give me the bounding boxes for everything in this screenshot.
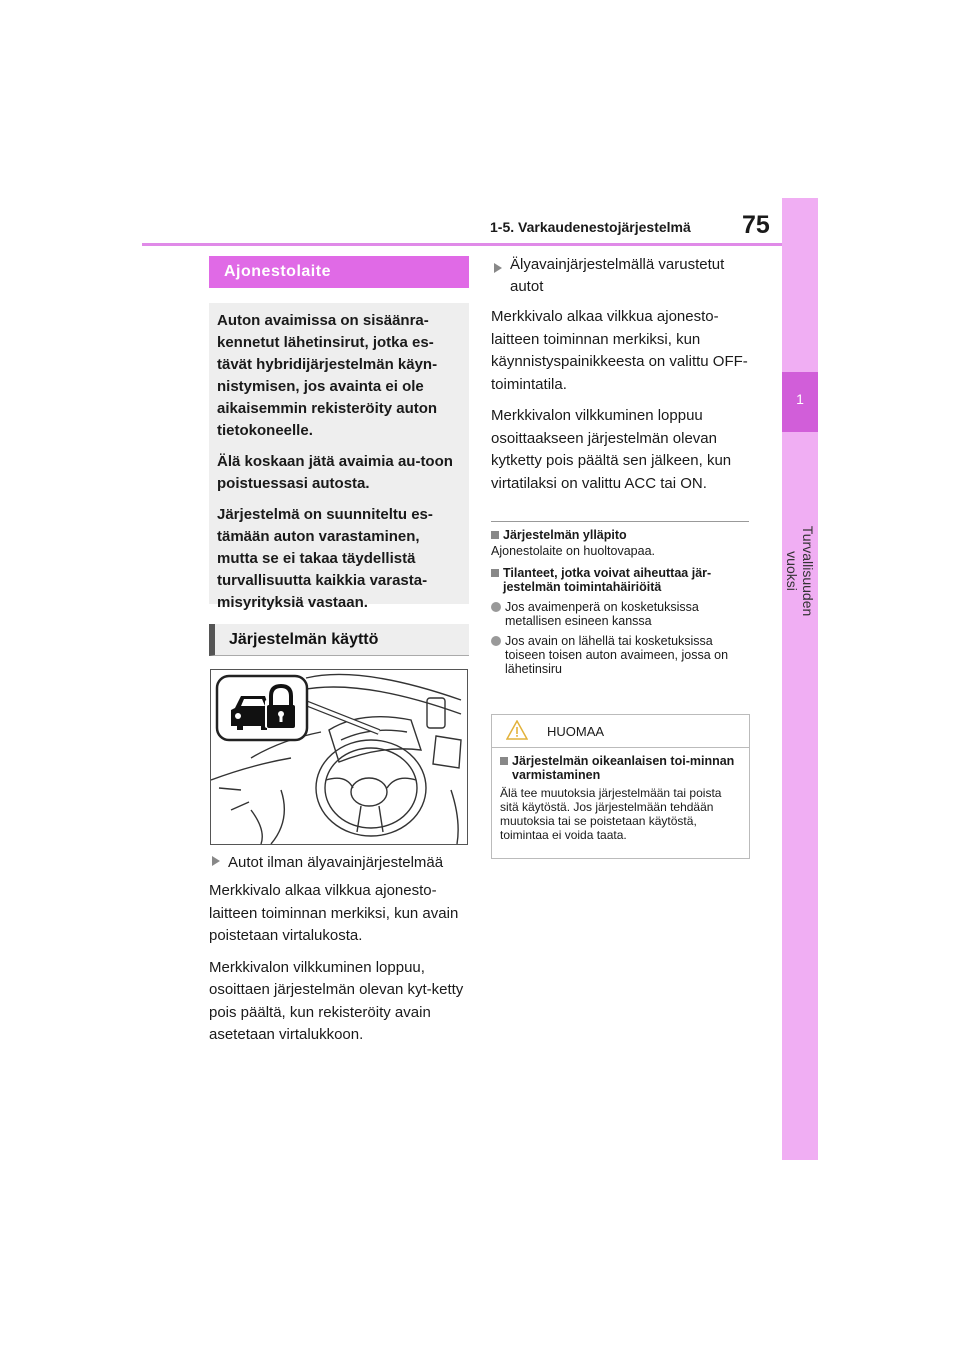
caution-heading: Järjestelmän oikeanlaisen toi-minnan varmistaminen <box>500 754 741 782</box>
note-heading-maintenance: Järjestelmän ylläpito <box>491 528 753 542</box>
caution-box <box>491 714 750 859</box>
section-header-immobilizer: Ajonestolaite <box>209 256 469 288</box>
notes-section <box>491 528 753 682</box>
note-heading-malfunction: Tilanteet, jotka voivat aiheuttaa jär-jestelmän toimintahäiriöitä <box>491 566 753 594</box>
left-column-text <box>209 852 471 1056</box>
body-paragraph: Merkkivalon vilkkuminen loppuu osoittaakseen järjestelmän olevan kytketty pois päältä sen jälkeen, kun virtatilaksi on valittu ACC tai ON. <box>491 407 732 492</box>
note-text: Ajonestolaite on huoltovapaa. <box>491 544 656 558</box>
intro-paragraph: Järjestelmä on suunniteltu es-tämään auton varastaminen, mutta se ei takaa täydellistä turvallisuutta kaikkia varasta-misyrityksiä vastaan. <box>217 506 433 611</box>
bullet-label: Älyavainjärjestelmällä varustetut autot <box>510 256 725 295</box>
side-tab-label: Turvallisuuden vuoksi <box>784 525 816 617</box>
circle-bullet-icon <box>491 636 501 646</box>
note-bullet: Jos avain on lähellä tai kosketuksissa toiseen toisen auton avaimeen, jossa on lähetinsiru <box>491 634 753 676</box>
page-section-title: 1-5. Varkaudenestojärjestelmä <box>490 219 691 235</box>
warning-triangle-icon <box>506 720 528 745</box>
arrow-bullet-icon <box>494 263 502 273</box>
bullet-label: Autot ilman älyavainjärjestelmää <box>228 854 444 871</box>
side-tab-chapter-number: 1 <box>796 391 804 407</box>
square-bullet-icon <box>491 531 499 539</box>
notes-divider <box>491 521 749 522</box>
caution-title: HUOMAA <box>547 724 605 739</box>
square-bullet-icon <box>500 757 508 765</box>
page-number: 75 <box>742 211 770 239</box>
caution-body <box>492 748 749 842</box>
right-column-text <box>491 254 753 504</box>
body-paragraph: Merkkivalo alkaa vilkkua ajonesto-laitteen toiminnan merkiksi, kun käynnistyspainikkeesta on valittu OFF-toimintatila. <box>491 308 748 393</box>
section-header-system-use: Järjestelmän käyttö <box>209 624 469 656</box>
body-paragraph: Merkkivalo alkaa vilkkua ajonesto-laitteen toiminnan merkiksi, kun avain poistetaan virtalukosta. <box>209 882 459 944</box>
note-bullet: Jos avaimenperä on kosketuksissa metallisen esineen kanssa <box>491 600 753 628</box>
body-paragraph: Merkkivalon vilkkuminen loppuu, osoittaen järjestelmän olevan kyt-ketty pois päältä, kun rekisteröity avain asetetaan virtalukkoon. <box>209 958 464 1043</box>
bullet-no-smart-key <box>209 852 471 874</box>
intro-box <box>209 303 469 611</box>
intro-paragraph: Älä koskaan jätä avaimia au-toon poistuessasi autosta. <box>217 453 453 492</box>
intro-paragraph: Auton avaimissa on sisäänra-kennetut lähetinsirut, jotka es-tävät hybridijärjestelmän käyn-nistymisen, jos avainta ei ole aikaisemmin rekisteröity auton tietokoneelle. <box>217 312 438 439</box>
caution-header <box>492 715 749 748</box>
arrow-bullet-icon <box>212 856 220 866</box>
dashboard-illustration <box>210 669 468 845</box>
side-tab-strip <box>782 198 818 1160</box>
square-bullet-icon <box>491 569 499 577</box>
circle-bullet-icon <box>491 602 501 612</box>
caution-text: Älä tee muutoksia järjestelmään tai poista sitä käytöstä. Jos järjestelmään tehdään muutoksia tai se poistetaan käytöstä, toimintaa ei voida taata. <box>500 786 722 842</box>
header-rule <box>142 243 782 246</box>
bullet-smart-key <box>491 254 753 298</box>
